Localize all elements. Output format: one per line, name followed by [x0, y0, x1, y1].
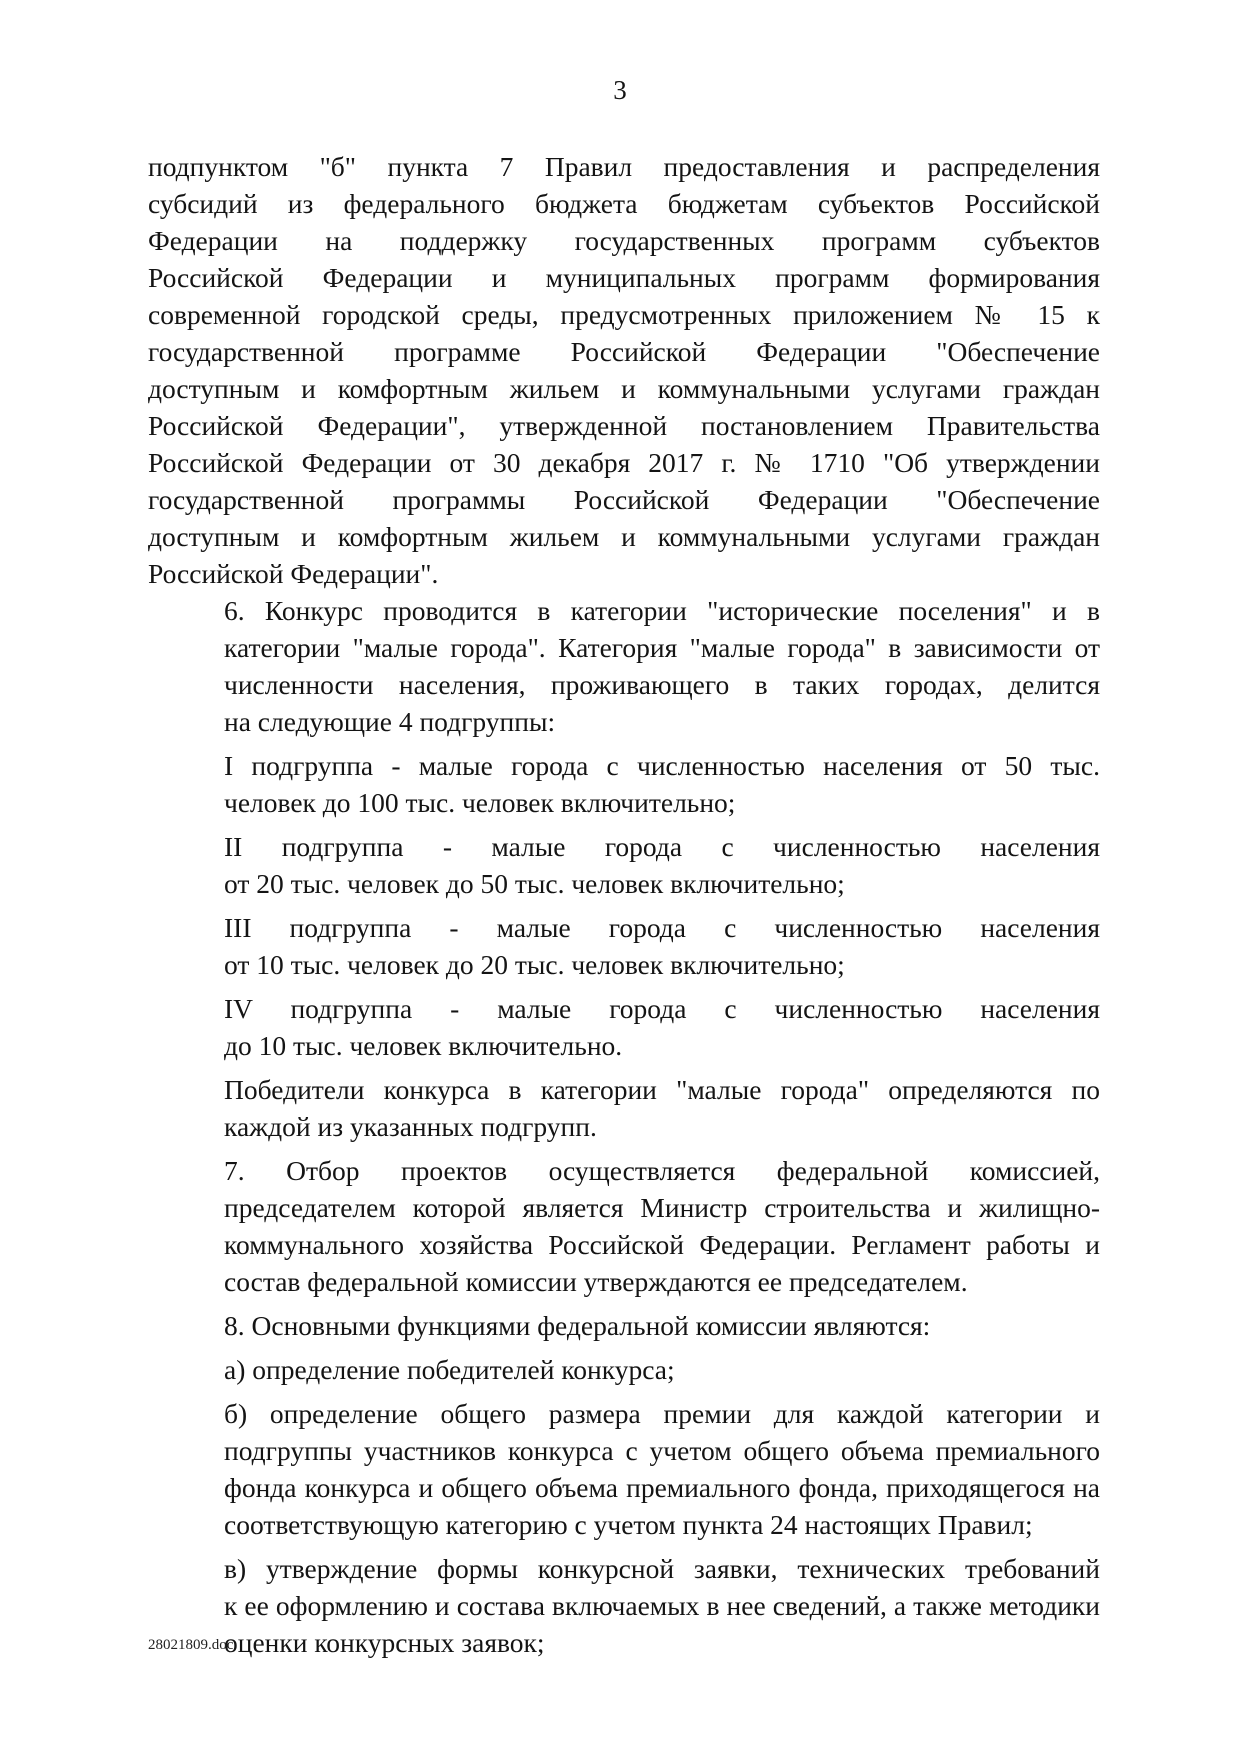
- text-line: б) определение общего размера премии для каждой категории и: [224, 1398, 1100, 1429]
- paragraph-8v: [148, 1550, 1100, 1661]
- text-line: Победители конкурса в категории "малые города" определяются по: [224, 1074, 1100, 1105]
- paragraph-subgroup-1: [148, 747, 1100, 821]
- text-line: численности населения, проживающего в таких городах, делится: [224, 669, 1100, 700]
- paragraph-6: [148, 592, 1100, 740]
- text-line: подгруппы участников конкурса с учетом общего объема премиального: [224, 1435, 1100, 1466]
- text-line: от 20 тыс. человек до 50 тыс. человек включительно;: [224, 868, 845, 899]
- text-line: коммунального хозяйства Российской Федерации. Регламент работы и: [224, 1229, 1100, 1260]
- paragraph-intro: [148, 148, 1100, 592]
- text-line: 7. Отбор проектов осуществляется федеральной комиссией,: [224, 1155, 1100, 1186]
- text-line: государственной программе Российской Федерации "Обеспечение: [148, 336, 1100, 367]
- text-line: подпунктом "б" пункта 7 Правил предоставления и распределения: [148, 151, 1100, 182]
- text-line: от 10 тыс. человек до 20 тыс. человек включительно;: [224, 949, 845, 980]
- paragraph-8a: [148, 1351, 1100, 1388]
- paragraph-7: [148, 1152, 1100, 1300]
- text-line: каждой из указанных подгрупп.: [224, 1111, 597, 1142]
- text-line: а) определение победителей конкурса;: [224, 1354, 675, 1385]
- text-line: III подгруппа - малые города с численностью населения: [224, 912, 1100, 943]
- text-line: фонда конкурса и общего объема премиального фонда, приходящегося на: [224, 1472, 1100, 1503]
- text-line: IV подгруппа - малые города с численностью населения: [224, 993, 1100, 1024]
- text-line: доступным и комфортным жильем и коммунальными услугами граждан: [148, 521, 1100, 552]
- text-line: субсидий из федерального бюджета бюджетам субъектов Российской: [148, 188, 1100, 219]
- text-line: I подгруппа - малые города с численностью населения от 50 тыс.: [224, 750, 1100, 781]
- text-line: состав федеральной комиссии утверждаются ее председателем.: [224, 1266, 968, 1297]
- paragraph-subgroup-3: [148, 909, 1100, 983]
- page-number: 3: [613, 75, 627, 105]
- paragraph-8: [148, 1307, 1100, 1344]
- paragraph-winners: [148, 1071, 1100, 1145]
- text-line: человек до 100 тыс. человек включительно;: [224, 787, 736, 818]
- paragraph-subgroup-2: [148, 828, 1100, 902]
- text-line: 6. Конкурс проводится в категории "исторические поселения" и в: [224, 595, 1100, 626]
- document-file-reference: 28021809.doc: [148, 1637, 234, 1653]
- text-line: оценки конкурсных заявок;: [224, 1627, 545, 1658]
- text-line: Российской Федерации от 30 декабря 2017 г. № 1710 "Об утверждении: [148, 447, 1100, 478]
- text-line: к ее оформлению и состава включаемых в нее сведений, а также методики: [224, 1590, 1100, 1621]
- text-line: 8. Основными функциями федеральной комиссии являются:: [224, 1310, 931, 1341]
- text-line: Федерации на поддержку государственных программ субъектов: [148, 225, 1100, 256]
- text-line: современной городской среды, предусмотренных приложением № 15 к: [148, 299, 1100, 330]
- text-line: доступным и комфортным жильем и коммунальными услугами граждан: [148, 373, 1100, 404]
- text-line: Российской Федерации и муниципальных программ формирования: [148, 262, 1100, 293]
- text-line: на следующие 4 подгруппы:: [224, 706, 556, 737]
- text-line: председателем которой является Министр строительства и жилищно-: [224, 1192, 1100, 1223]
- text-line: категории "малые города". Категория "малые города" в зависимости от: [224, 632, 1100, 663]
- text-line: Российской Федерации".: [148, 558, 439, 589]
- text-line: Российской Федерации", утвержденной постановлением Правительства: [148, 410, 1100, 441]
- document-body: [148, 148, 1100, 1661]
- text-line: до 10 тыс. человек включительно.: [224, 1030, 623, 1061]
- paragraph-subgroup-4: [148, 990, 1100, 1064]
- text-line: в) утверждение формы конкурсной заявки, технических требований: [224, 1553, 1100, 1584]
- text-line: соответствующую категорию с учетом пункта 24 настоящих Правил;: [224, 1509, 1033, 1540]
- paragraph-8b: [148, 1395, 1100, 1543]
- text-line: государственной программы Российской Федерации "Обеспечение: [148, 484, 1100, 515]
- text-line: II подгруппа - малые города с численностью населения: [224, 831, 1100, 862]
